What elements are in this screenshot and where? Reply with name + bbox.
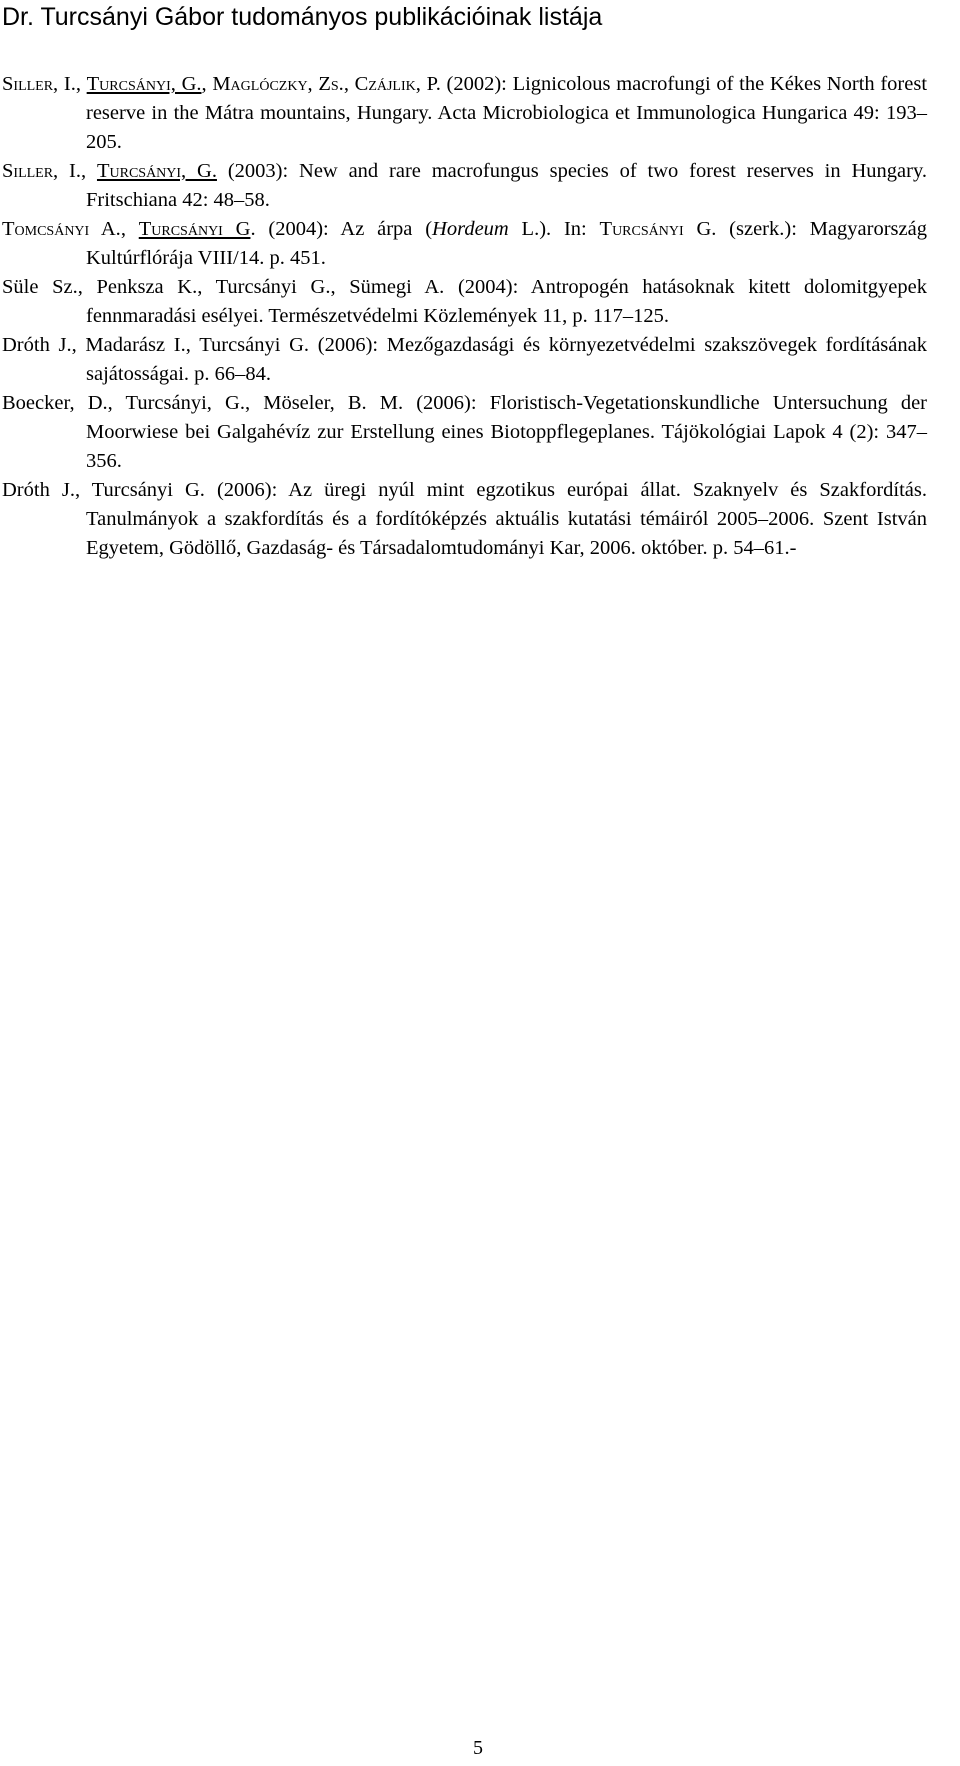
reference-text: ,: [80, 160, 97, 182]
reference-text: ,: [201, 73, 213, 95]
page-title: Dr. Turcsányi Gábor tudományos publikációinak listája: [2, 3, 603, 31]
reference-text: L.). In:: [508, 218, 600, 240]
reference-text: (2002): Lignicolous macrofungi of the Kékes North forest reserve in the Mátra mountains, Hungary. Acta Microbiologica et Immunologica Hungarica 49: 193–205.: [86, 73, 928, 153]
reference-author-sc: Maglóczky, Zs.: [212, 73, 344, 95]
page-number: 5: [473, 1737, 483, 1759]
reference-text: (2003): New and rare macrofungus species of two forest reserves in Hungary. Fritschiana 42: 48–58.: [86, 160, 927, 211]
reference-author-sc: Siller, I.: [2, 160, 81, 182]
reference-text: ,: [75, 73, 87, 95]
reference-author-sc: Czájlik, P.: [354, 73, 441, 95]
reference-entry: [2, 389, 927, 476]
reference-author-sc: Tomcsányi A.: [2, 218, 121, 240]
reference-author-sc-u: Turcsányi, G.: [96, 160, 217, 182]
reference-author-sc: Turcsányi G.: [599, 218, 717, 240]
reference-author-sc: Siller, I.: [2, 73, 76, 95]
reference-text: (szerk.): Magyarország Kultúrflórája VIII/14. p. 451.: [86, 218, 927, 269]
reference-author-i: Hordeum: [432, 218, 509, 240]
reference-text: ,: [343, 73, 355, 95]
reference-entry: [2, 273, 927, 331]
reference-author-sc-u: Turcsányi G: [138, 218, 251, 240]
reference-list: [0, 70, 960, 563]
reference-text: Boecker, D., Turcsányi, G., Möseler, B. M. (2006): Floristisch-Vegetationskundliche Untersuchung der Moorwiese bei Galgahévíz zur Erstellung eines Biotoppflegeplanes. Tájökológiai Lapok 4 (2): 347–356.: [2, 392, 927, 472]
reference-text: Dróth J., Madarász I., Turcsányi G. (2006): Mezőgazdasági és környezetvédelmi szakszövegek fordításának sajátosságai. p. 66–84.: [2, 334, 927, 385]
reference-entry: [2, 215, 927, 273]
reference-entry: [2, 157, 927, 215]
reference-author-sc-u: Turcsányi, G.: [86, 73, 202, 95]
reference-entry: [2, 70, 928, 157]
reference-text: Süle Sz., Penksza K., Turcsányi G., Sümegi A. (2004): Antropogén hatásoknak kitett dolomitgyepek fennmaradási esélyei. Természetvédelmi Közlemények 11, p. 117–125.: [2, 276, 927, 327]
reference-text: ,: [120, 218, 139, 240]
reference-entry: [2, 331, 927, 389]
reference-text: Dróth J., Turcsányi G. (2006): Az üregi nyúl mint egzotikus európai állat. Szaknyelv és Szakfordítás. Tanulmányok a szakfordítás és a fordítóképzés aktuális kutatási témáiról 2005–2006. Szent István Egyetem, Gödöllő, Gazdaság- és Társadalomtudományi Kar, 2006. október. p. 54–61.-: [2, 479, 927, 559]
reference-entry: [2, 476, 927, 563]
reference-text: . (2004): Az árpa (: [250, 218, 433, 240]
